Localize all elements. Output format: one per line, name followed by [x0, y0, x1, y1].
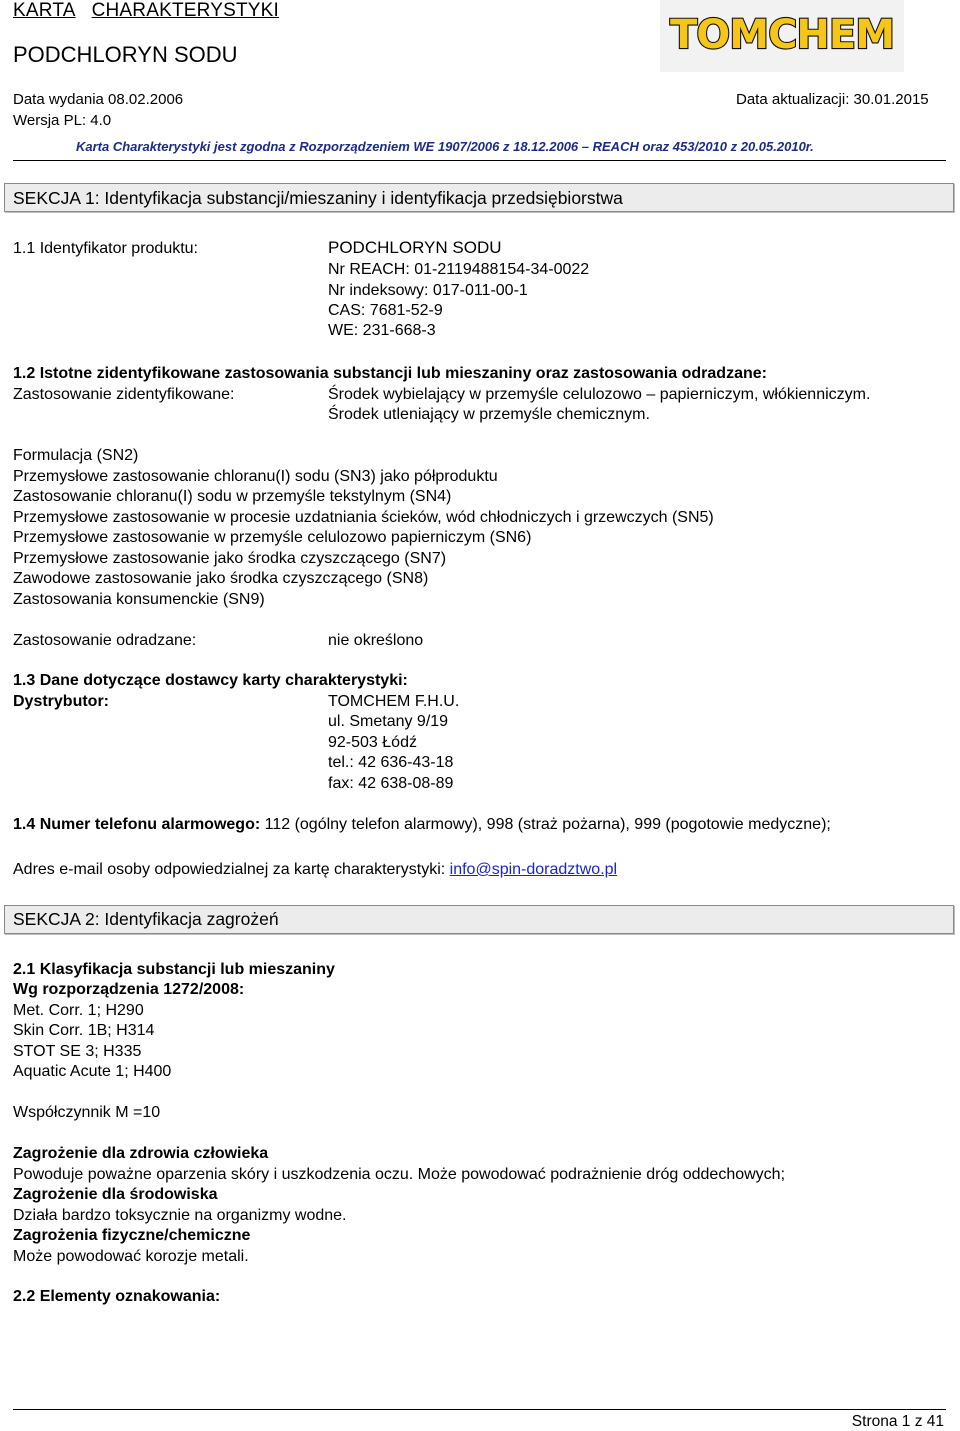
section-2-1-heading: 2.1 Klasyfikacja substancji lub mieszaniny — [13, 961, 335, 978]
product-identifier-name: PODCHLORYN SODU — [328, 238, 502, 257]
classification-item: STOT SE 3; H335 — [13, 1043, 142, 1060]
regulation-subheading: Wg rozporządzenia 1272/2008: — [13, 981, 245, 998]
use-item: Przemysłowe zastosowanie w procesie uzdatniania ścieków, wód chłodniczych i grzewczych (SN5) — [13, 509, 714, 526]
emergency-phone-heading: 1.4 Numer telefonu alarmowego: — [13, 816, 261, 833]
section-2-2-heading: 2.2 Elementy oznakowania: — [13, 1288, 221, 1305]
section-2-title: SEKCJA 2: Identyfikacja zagrożeń — [13, 909, 279, 929]
distributor-street: ul. Smetany 9/19 — [328, 713, 449, 730]
section-1-2-heading: 1.2 Istotne zidentyfikowane zastosowania substancji lub mieszaniny oraz zastosowania odradzane: — [13, 365, 767, 382]
distributor-fax: fax: 42 638-08-89 — [328, 775, 454, 792]
product-identifier-label: 1.1 Identyfikator produktu: — [13, 240, 198, 257]
email-link[interactable]: info@spin-doradztwo.pl — [449, 861, 618, 878]
m-factor: Współczynnik M =10 — [13, 1104, 161, 1121]
reach-number: Nr REACH: 01-2119488154-34-0022 — [328, 261, 590, 278]
email-label: Adres e-mail osoby odpowiedzialnej za kartę charakterystyki: — [13, 861, 446, 878]
identified-uses-label: Zastosowanie zidentyfikowane: — [13, 386, 235, 403]
classification-item: Aquatic Acute 1; H400 — [13, 1063, 172, 1080]
document-title-part1: KARTA — [13, 0, 76, 21]
identified-uses-line-2: Środek utleniający w przemyśle chemicznym. — [328, 406, 650, 423]
use-item: Przemysłowe zastosowanie chloranu(I) sodu (SN3) jako półproduktu — [13, 468, 498, 485]
company-logo — [660, 0, 904, 72]
use-item: Zawodowe zastosowanie jako środka czyszczącego (SN8) — [13, 570, 429, 587]
environment-hazard-text: Działa bardzo toksycznie na organizmy wodne. — [13, 1207, 347, 1224]
classification-item: Met. Corr. 1; H290 — [13, 1002, 144, 1019]
physical-hazard-heading: Zagrożenia fizyczne/chemiczne — [13, 1227, 251, 1244]
distributor-phone: tel.: 42 636-43-18 — [328, 754, 454, 771]
emergency-phone-text: 112 (ogólny telefon alarmowy), 998 (straż pożarna), 999 (pogotowie medyczne); — [264, 816, 831, 833]
tomchem-logo-icon — [660, 0, 904, 72]
use-item: Przemysłowe zastosowanie jako środka czyszczącego (SN7) — [13, 550, 447, 567]
health-hazard-heading: Zagrożenie dla zdrowia człowieka — [13, 1145, 269, 1162]
document-title-part2: CHARAKTERYSTYKI — [91, 0, 280, 21]
index-number: Nr indeksowy: 017-011-00-1 — [328, 282, 528, 299]
use-item: Zastosowania konsumenckie (SN9) — [13, 591, 265, 608]
health-hazard-text: Powoduje poważne oparzenia skóry i uszkodzenia oczu. Może powodować podrażnienie dróg oddechowych; — [13, 1166, 786, 1183]
page-number: Strona 1 z 41 — [851, 1413, 944, 1430]
use-item: Zastosowanie chloranu(I) sodu w przemyśle tekstylnym (SN4) — [13, 488, 452, 505]
environment-hazard-heading: Zagrożenie dla środowiska — [13, 1186, 218, 1203]
emergency-phone — [13, 816, 831, 834]
we-number: WE: 231-668-3 — [328, 322, 436, 339]
distributor-label: Dystrybutor: — [13, 693, 110, 710]
discouraged-uses-value: nie określono — [328, 632, 424, 649]
section-1-3-heading: 1.3 Dane dotyczące dostawcy karty charakterystyki: — [13, 672, 408, 689]
update-date: Data aktualizacji: 30.01.2015 — [736, 91, 929, 108]
classification-item: Skin Corr. 1B; H314 — [13, 1022, 155, 1039]
document-title — [13, 0, 279, 22]
product-name: PODCHLORYN SODU — [13, 42, 238, 67]
discouraged-uses-label: Zastosowanie odradzane: — [13, 632, 197, 649]
header-divider — [13, 160, 946, 161]
physical-hazard-text: Może powodować korozje metali. — [13, 1248, 249, 1265]
identified-uses-line-1: Środek wybielający w przemyśle celulozowo – papierniczym, włókienniczym. — [328, 386, 871, 403]
logo-text: TOMCHEM — [669, 12, 895, 58]
section-1-title: SEKCJA 1: Identyfikacja substancji/mieszaniny i identyfikacja przedsiębiorstwa — [13, 188, 623, 208]
responsible-email — [13, 861, 617, 879]
distributor-city: 92-503 Łódź — [328, 734, 417, 751]
use-item: Przemysłowe zastosowanie w przemyśle celulozowo papierniczym (SN6) — [13, 529, 532, 546]
version: Wersja PL: 4.0 — [13, 112, 112, 129]
regulation-note: Karta Charakterystyki jest zgodna z Rozporządzeniem WE 1907/2006 z 18.12.2006 – REACH oraz 453/2010 z 20.05.2010r. — [76, 139, 814, 154]
section-1-bar — [4, 183, 954, 212]
use-item: Formulacja (SN2) — [13, 447, 139, 464]
issue-date: Data wydania 08.02.2006 — [13, 91, 184, 108]
footer-divider — [13, 1409, 946, 1410]
cas-number: CAS: 7681-52-9 — [328, 302, 443, 319]
section-2-bar — [4, 905, 954, 934]
distributor-company: TOMCHEM F.H.U. — [328, 693, 460, 710]
